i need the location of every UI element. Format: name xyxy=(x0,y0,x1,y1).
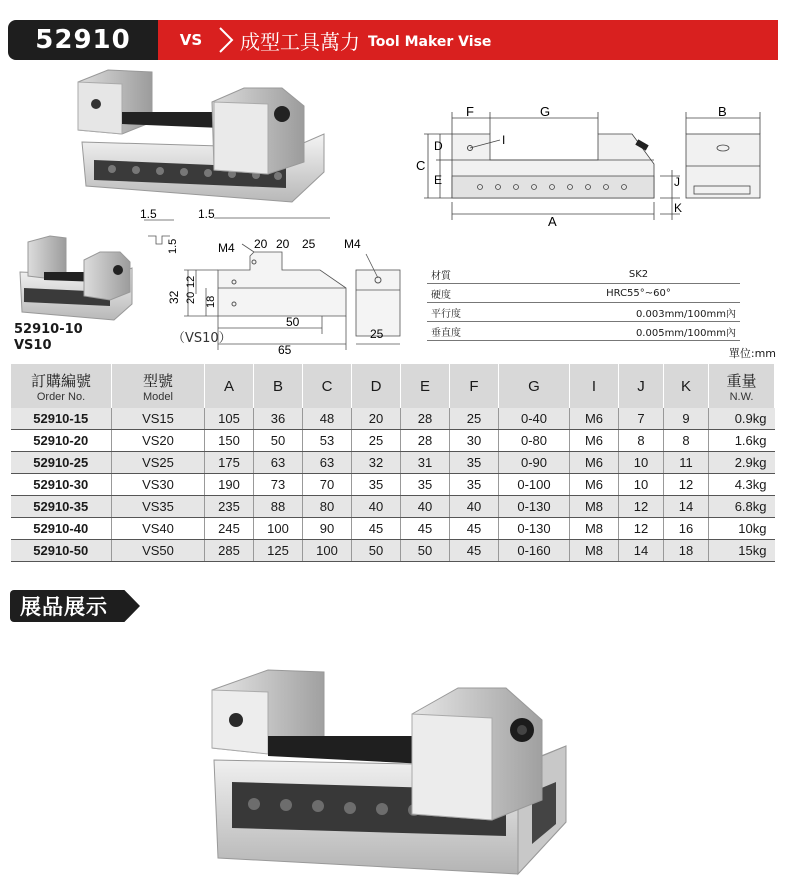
table-cell: VS40 xyxy=(112,518,205,540)
spec-value: SK2 xyxy=(628,268,649,280)
col-c: C xyxy=(303,364,352,408)
dim-label-f: F xyxy=(466,104,474,119)
table-cell: 50 xyxy=(401,540,450,562)
table-cell: 45 xyxy=(450,518,499,540)
dim-20-b: 20 xyxy=(276,237,290,251)
table-cell: 190 xyxy=(205,474,254,496)
table-cell: M6 xyxy=(570,408,619,430)
table-cell: 52910-35 xyxy=(11,496,112,518)
header-banner xyxy=(8,20,778,60)
table-cell: 28 xyxy=(401,430,450,452)
table-cell: 52910-20 xyxy=(11,430,112,452)
table-cell: 50 xyxy=(254,430,303,452)
table-cell: 9 xyxy=(664,408,709,430)
table-cell: VS25 xyxy=(112,452,205,474)
table-cell: VS35 xyxy=(112,496,205,518)
table-cell: 25 xyxy=(352,430,401,452)
table-cell: 90 xyxy=(303,518,352,540)
table-cell: 10kg xyxy=(709,518,775,540)
table-cell: 45 xyxy=(450,540,499,562)
spec-key: 材質 xyxy=(431,270,451,282)
spec-key: 平行度 xyxy=(431,308,461,320)
table-cell: 52910-40 xyxy=(11,518,112,540)
table-cell: 100 xyxy=(303,540,352,562)
table-cell: 2.9kg xyxy=(709,452,775,474)
table-cell: 40 xyxy=(401,496,450,518)
table-row xyxy=(11,430,775,452)
dim-18: 18 xyxy=(205,295,217,308)
dim-25: 25 xyxy=(302,237,316,251)
table-cell: 0-80 xyxy=(499,430,570,452)
dim-label-c: C xyxy=(416,158,426,173)
table-cell: 35 xyxy=(352,474,401,496)
table-row xyxy=(11,518,775,540)
table-row xyxy=(11,474,775,496)
table-header-row xyxy=(11,364,775,408)
spec-value: HRC55°~60° xyxy=(606,287,671,299)
table-row xyxy=(11,452,775,474)
product-title-cn: 成型工具萬力 xyxy=(240,29,360,54)
spec-row xyxy=(427,322,740,341)
table-cell: 53 xyxy=(303,430,352,452)
table-cell: 8 xyxy=(664,430,709,452)
table-cell: 10 xyxy=(619,474,664,496)
table-cell: M8 xyxy=(570,496,619,518)
spec-row xyxy=(427,303,740,322)
table-cell: 150 xyxy=(205,430,254,452)
dim-label-i: I xyxy=(502,133,506,147)
spec-value: 0.005mm/100mm內 xyxy=(635,327,736,339)
table-cell: VS50 xyxy=(112,540,205,562)
table-cell: VS20 xyxy=(112,430,205,452)
table-cell: 14 xyxy=(664,496,709,518)
spec-row xyxy=(427,265,740,284)
product-series: VS xyxy=(179,31,203,49)
col-g: G xyxy=(499,364,570,408)
product-code: 52910 xyxy=(8,20,158,60)
table-cell: 25 xyxy=(450,408,499,430)
dim-20-a: 20 xyxy=(254,237,268,251)
table-cell: 245 xyxy=(205,518,254,540)
table-cell: M6 xyxy=(570,474,619,496)
table-cell: 0-160 xyxy=(499,540,570,562)
table-cell: 52910-25 xyxy=(11,452,112,474)
col-e: E xyxy=(401,364,450,408)
table-cell: 235 xyxy=(205,496,254,518)
table-cell: 45 xyxy=(401,518,450,540)
section-title: 展品展示 xyxy=(20,595,108,619)
table-cell: VS15 xyxy=(112,408,205,430)
dim-32: 32 xyxy=(167,290,181,304)
col-i: I xyxy=(570,364,619,408)
dim-label-b: B xyxy=(718,104,727,119)
col-model: 型號 Model xyxy=(112,364,205,408)
model-label xyxy=(14,322,83,354)
table-cell: 80 xyxy=(303,496,352,518)
table-cell: 15kg xyxy=(709,540,775,562)
table-row xyxy=(11,408,775,430)
table-cell: 20 xyxy=(352,408,401,430)
table-cell: 45 xyxy=(352,518,401,540)
spec-key: 硬度 xyxy=(431,289,451,301)
table-cell: 52910-30 xyxy=(11,474,112,496)
product-table xyxy=(10,364,775,562)
table-cell: 4.3kg xyxy=(709,474,775,496)
dim-label-g: G xyxy=(540,104,551,119)
col-order-no: 訂購編號 Order No. xyxy=(11,364,112,408)
table-cell: M6 xyxy=(570,452,619,474)
col-f: F xyxy=(450,364,499,408)
section-header xyxy=(10,590,140,622)
dim-65: 65 xyxy=(278,343,292,356)
table-cell: 7 xyxy=(619,408,664,430)
dim-m4-right: M4 xyxy=(344,237,361,251)
dim-15-vertical: 1.5 xyxy=(167,238,179,254)
table-cell: 105 xyxy=(205,408,254,430)
table-cell: 285 xyxy=(205,540,254,562)
vise-photo-top xyxy=(72,62,328,210)
dim-12: 12 xyxy=(185,275,197,288)
chevron-right-icon xyxy=(216,26,236,54)
table-cell: 175 xyxy=(205,452,254,474)
table-cell: 63 xyxy=(303,452,352,474)
table-cell: 0-100 xyxy=(499,474,570,496)
table-cell: 35 xyxy=(450,474,499,496)
table-cell: 32 xyxy=(352,452,401,474)
table-cell: 28 xyxy=(401,408,450,430)
table-cell: 12 xyxy=(619,518,664,540)
vs10-caption: （VS10） xyxy=(172,331,232,346)
col-weight: 重量 N.W. xyxy=(709,364,775,408)
table-cell: 11 xyxy=(664,452,709,474)
table-cell: 18 xyxy=(664,540,709,562)
spec-key: 垂直度 xyxy=(431,327,461,339)
table-cell: M8 xyxy=(570,518,619,540)
table-cell: 40 xyxy=(352,496,401,518)
dim-label-k: K xyxy=(674,201,683,215)
table-cell: 52910-15 xyxy=(11,408,112,430)
table-cell: M6 xyxy=(570,430,619,452)
table-cell: 8 xyxy=(619,430,664,452)
table-cell: 12 xyxy=(664,474,709,496)
table-cell: 1.6kg xyxy=(709,430,775,452)
table-cell: 12 xyxy=(619,496,664,518)
dim-25-side: 25 xyxy=(370,327,384,341)
table-cell: 31 xyxy=(401,452,450,474)
vise-dimension-diagram xyxy=(410,104,770,228)
table-row xyxy=(11,496,775,518)
table-cell: 16 xyxy=(664,518,709,540)
table-cell: 70 xyxy=(303,474,352,496)
col-d: D xyxy=(352,364,401,408)
table-cell: 35 xyxy=(450,452,499,474)
col-b: B xyxy=(254,364,303,408)
dim-20-v: 20 xyxy=(185,291,197,304)
col-k: K xyxy=(664,364,709,408)
table-cell: 0.9kg xyxy=(709,408,775,430)
table-cell: 0-130 xyxy=(499,518,570,540)
table-cell: 0-90 xyxy=(499,452,570,474)
table-cell: 125 xyxy=(254,540,303,562)
table-cell: 52910-50 xyxy=(11,540,112,562)
col-a: A xyxy=(205,364,254,408)
model-name: VS10 xyxy=(14,338,52,353)
table-cell: 10 xyxy=(619,452,664,474)
spec-row xyxy=(427,284,740,303)
col-j: J xyxy=(619,364,664,408)
table-cell: 30 xyxy=(450,430,499,452)
dim-15-left: 1.5 xyxy=(140,207,157,221)
unit-note: 單位:mm xyxy=(728,347,776,360)
table-cell: 50 xyxy=(352,540,401,562)
vise-photo-display xyxy=(206,664,572,886)
table-cell: 0-130 xyxy=(499,496,570,518)
table-cell: 36 xyxy=(254,408,303,430)
table-cell: 40 xyxy=(450,496,499,518)
table-cell: 35 xyxy=(401,474,450,496)
model-code: 52910-10 xyxy=(14,322,83,337)
table-cell: 14 xyxy=(619,540,664,562)
product-title xyxy=(240,20,491,60)
table-cell: 100 xyxy=(254,518,303,540)
dim-label-j: J xyxy=(674,175,680,189)
dim-label-a: A xyxy=(548,214,557,228)
vise-photo-vs10 xyxy=(14,232,136,326)
table-cell: VS30 xyxy=(112,474,205,496)
table-cell: 0-40 xyxy=(499,408,570,430)
table-cell: 63 xyxy=(254,452,303,474)
dim-50: 50 xyxy=(286,315,300,329)
table-cell: 6.8kg xyxy=(709,496,775,518)
dim-15-right: 1.5 xyxy=(198,207,215,221)
table-row xyxy=(11,540,775,562)
table-cell: 88 xyxy=(254,496,303,518)
table-cell: 73 xyxy=(254,474,303,496)
table-cell: 48 xyxy=(303,408,352,430)
dim-label-d: D xyxy=(434,139,443,153)
product-title-en: Tool Maker Vise xyxy=(368,34,492,50)
table-cell: M8 xyxy=(570,540,619,562)
spec-table xyxy=(427,265,740,341)
dim-m4-left: M4 xyxy=(218,241,235,255)
spec-value: 0.003mm/100mm內 xyxy=(635,308,736,320)
dim-label-e: E xyxy=(434,173,443,187)
